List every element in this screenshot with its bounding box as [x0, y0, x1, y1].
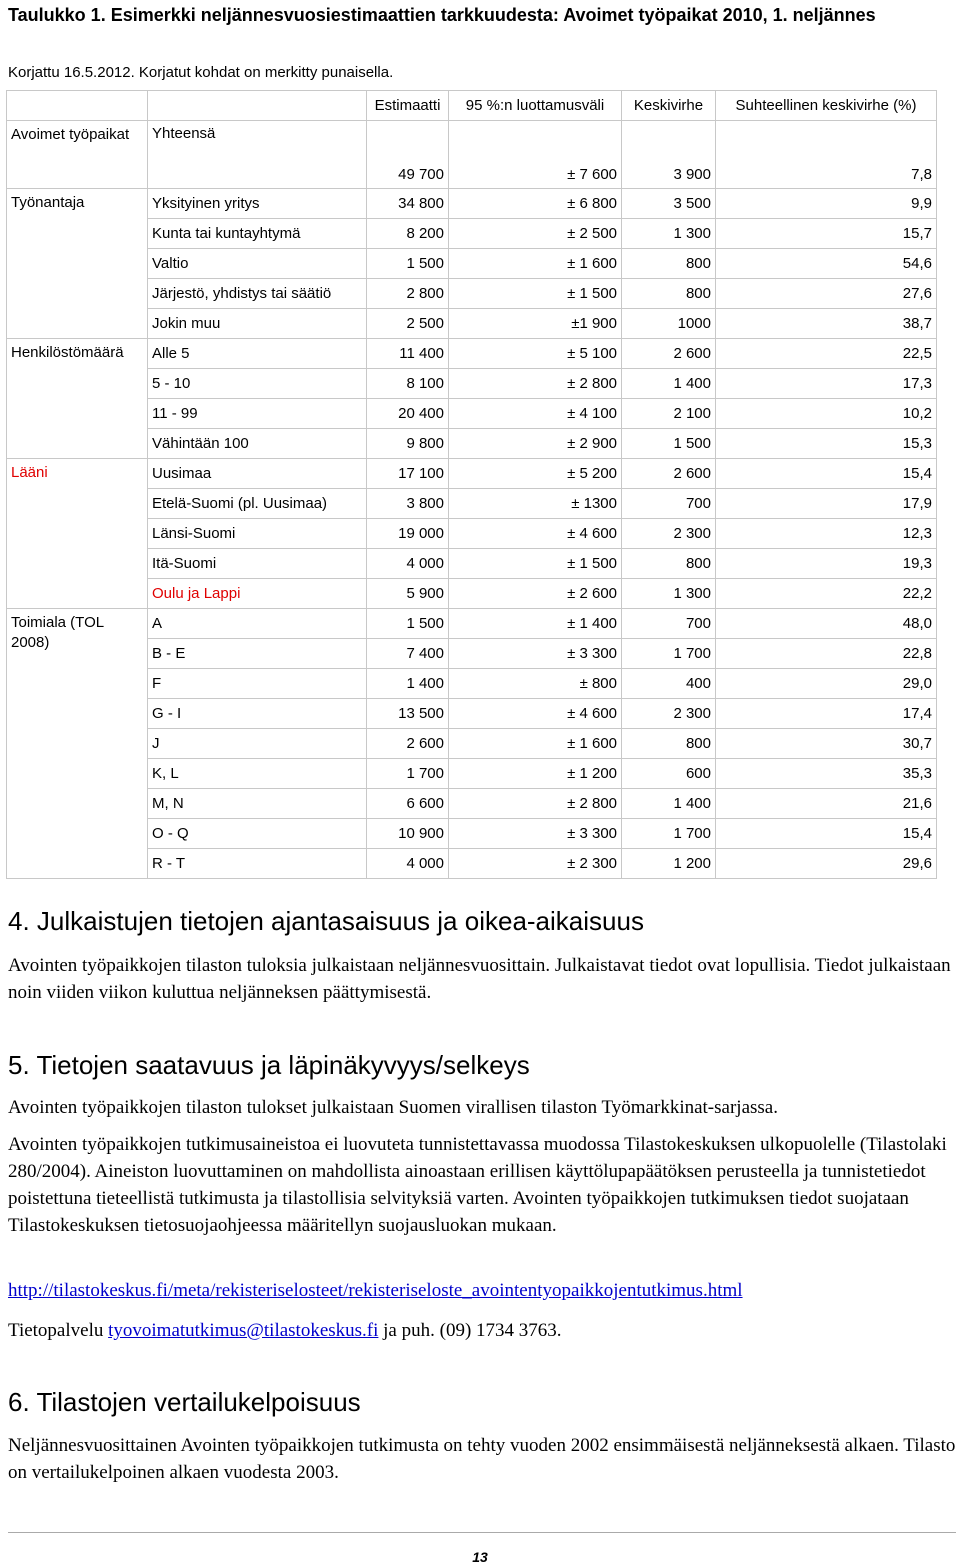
cell-se: 1 300 [622, 579, 716, 609]
cell-ci: ± 800 [449, 669, 622, 699]
section-number: 6. [8, 1387, 30, 1417]
cell-ci: ±1 900 [449, 309, 622, 339]
cell-ci: ± 6 800 [449, 189, 622, 219]
cell-estimate: 1 400 [367, 669, 449, 699]
cell-ci: ± 1 400 [449, 609, 622, 639]
info-service-suffix: ja puh. (09) 1734 3763. [378, 1320, 562, 1341]
info-service-prefix: Tietopalvelu [8, 1320, 109, 1341]
row-label: 5 - 10 [148, 369, 367, 399]
cell-se: 800 [622, 549, 716, 579]
cell-rse: 30,7 [716, 729, 937, 759]
cell-se: 1 700 [622, 639, 716, 669]
header-confidence-interval: 95 %:n luottamusväli [449, 91, 622, 121]
cell-se: 1 300 [622, 219, 716, 249]
register-link-line [8, 1277, 958, 1304]
group-label: Lääni [7, 459, 148, 609]
cell-rse: 38,7 [716, 309, 937, 339]
header-blank [7, 91, 148, 121]
section-number: 4. [8, 906, 30, 936]
cell-se: 1 400 [622, 369, 716, 399]
cell-se: 2 300 [622, 519, 716, 549]
cell-ci: ± 4 100 [449, 399, 622, 429]
cell-rse: 22,5 [716, 339, 937, 369]
cell-se: 700 [622, 489, 716, 519]
cell-rse: 48,0 [716, 609, 937, 639]
section-4-heading [8, 905, 644, 937]
cell-estimate: 1 700 [367, 759, 449, 789]
cell-estimate: 4 000 [367, 549, 449, 579]
cell-ci: ± 3 300 [449, 639, 622, 669]
cell-ci: ± 2 300 [449, 849, 622, 879]
cell-se: 700 [622, 609, 716, 639]
footer-divider [8, 1532, 956, 1533]
cell-rse: 9,9 [716, 189, 937, 219]
cell-ci: ± 1 500 [449, 549, 622, 579]
cell-rse: 15,3 [716, 429, 937, 459]
section-4-paragraph: Avointen työpaikkojen tilaston tuloksia julkaistaan neljännesvuosittain. Julkaistavat tiedot ovat lopullisia. Tiedot julkaistaan noin viiden viikon kuluttua neljänneksen päättymisestä. [8, 955, 951, 1003]
section-6-heading [8, 1386, 361, 1418]
row-label: Alle 5 [148, 339, 367, 369]
cell-se: 1 400 [622, 789, 716, 819]
cell-rse: 17,3 [716, 369, 937, 399]
cell-estimate: 10 900 [367, 819, 449, 849]
cell-ci: ± 2 800 [449, 789, 622, 819]
header-estimate: Estimaatti [367, 91, 449, 121]
cell-estimate: 6 600 [367, 789, 449, 819]
table-header-row [7, 91, 937, 121]
section-6-paragraph: Neljännesvuosittainen Avointen työpaikkojen tutkimusta on tehty vuoden 2002 ensimmäisestä neljänneksestä alkaen. Tilasto on vertailukelpoinen alkaen vuodesta 2003. [8, 1435, 956, 1483]
cell-rse: 15,7 [716, 219, 937, 249]
cell-se: 3 500 [622, 189, 716, 219]
cell-estimate: 8 200 [367, 219, 449, 249]
cell-estimate: 1 500 [367, 609, 449, 639]
row-label: J [148, 729, 367, 759]
cell-ci: ± 2 600 [449, 579, 622, 609]
cell-se: 1 700 [622, 819, 716, 849]
group-label: Henkilöstömäärä [7, 339, 148, 459]
cell-rse: 15,4 [716, 459, 937, 489]
cell-se: 2 100 [622, 399, 716, 429]
cell-ci: ± 4 600 [449, 519, 622, 549]
row-label: Jokin muu [148, 309, 367, 339]
cell-se: 2 300 [622, 699, 716, 729]
row-label: Kunta tai kuntayhtymä [148, 219, 367, 249]
cell-rse: 35,3 [716, 759, 937, 789]
group-label: Työnantaja [7, 189, 148, 339]
cell-rse: 27,6 [716, 279, 937, 309]
info-service-line [8, 1317, 958, 1344]
cell-se: 600 [622, 759, 716, 789]
cell-estimate: 19 000 [367, 519, 449, 549]
cell-estimate: 5 900 [367, 579, 449, 609]
header-standard-error: Keskivirhe [622, 91, 716, 121]
group-label: Toimiala (TOL 2008) [7, 609, 148, 879]
cell-estimate: 11 400 [367, 339, 449, 369]
row-label: 11 - 99 [148, 399, 367, 429]
row-label: Oulu ja Lappi [148, 579, 367, 609]
group-label: Avoimet työpaikat [7, 121, 148, 189]
cell-rse: 17,9 [716, 489, 937, 519]
cell-ci: ± 1300 [449, 489, 622, 519]
register-description-link[interactable]: http://tilastokeskus.fi/meta/rekisteriselosteet/rekisteriseloste_avointentyopaikkojentutkimus.html [8, 1280, 743, 1301]
cell-ci: ± 2 500 [449, 219, 622, 249]
cell-se: 800 [622, 729, 716, 759]
row-label: Yhteensä [148, 121, 367, 189]
cell-rse: 12,3 [716, 519, 937, 549]
cell-ci: ± 1 500 [449, 279, 622, 309]
cell-estimate: 20 400 [367, 399, 449, 429]
row-label: R - T [148, 849, 367, 879]
section-title: Julkaistujen tietojen ajantasaisuus ja oikea-aikaisuus [36, 906, 644, 936]
section-title: Tilastojen vertailukelpoisuus [36, 1387, 361, 1417]
cell-estimate: 1 500 [367, 249, 449, 279]
cell-estimate: 13 500 [367, 699, 449, 729]
row-label: A [148, 609, 367, 639]
header-relative-standard-error: Suhteellinen keskivirhe (%) [716, 91, 937, 121]
cell-rse: 22,2 [716, 579, 937, 609]
cell-rse: 10,2 [716, 399, 937, 429]
row-label: Länsi-Suomi [148, 519, 367, 549]
cell-ci: ± 1 600 [449, 249, 622, 279]
row-label: Etelä-Suomi (pl. Uusimaa) [148, 489, 367, 519]
cell-rse: 19,3 [716, 549, 937, 579]
cell-estimate: 4 000 [367, 849, 449, 879]
header-blank [148, 91, 367, 121]
cell-rse: 29,0 [716, 669, 937, 699]
cell-rse: 29,6 [716, 849, 937, 879]
row-label: G - I [148, 699, 367, 729]
correction-note: Korjattu 16.5.2012. Korjatut kohdat on merkitty punaisella. [8, 64, 394, 81]
row-label: F [148, 669, 367, 699]
cell-ci: ± 2 800 [449, 369, 622, 399]
cell-ci: ± 5 100 [449, 339, 622, 369]
section-title: Tietojen saatavuus ja läpinäkyvyys/selkeys [36, 1050, 530, 1080]
table-row [7, 339, 937, 369]
cell-rse: 17,4 [716, 699, 937, 729]
row-label: Valtio [148, 249, 367, 279]
cell-estimate: 3 800 [367, 489, 449, 519]
cell-estimate: 34 800 [367, 189, 449, 219]
cell-se: 2 600 [622, 459, 716, 489]
cell-rse: 21,6 [716, 789, 937, 819]
cell-estimate: 2 600 [367, 729, 449, 759]
cell-estimate: 7 400 [367, 639, 449, 669]
cell-se: 800 [622, 249, 716, 279]
row-label: O - Q [148, 819, 367, 849]
cell-estimate: 2 500 [367, 309, 449, 339]
row-label: M, N [148, 789, 367, 819]
cell-rse: 7,8 [716, 121, 937, 189]
table-row [7, 609, 937, 639]
row-label: Uusimaa [148, 459, 367, 489]
cell-se: 1000 [622, 309, 716, 339]
cell-se: 1 500 [622, 429, 716, 459]
table-row [7, 189, 937, 219]
section-5-paragraph-2: Avointen työpaikkojen tutkimusaineistoa ei luovuteta tunnistettavassa muodossa Tilastokeskuksen ulkopuolelle (Tilastolaki 280/2004). Aineiston luovuttaminen on mahdollista ainoastaan erillisen käyttölupapäätöksen perusteella ja tunnistetiedot poistettuna tieteellistä tutkimusta ja tilastollisia selvityksiä varten. Avointen työpaikkojen tutkimuksen tiedot suojataan Tilastokeskuksen tietosuojaohjeessa määritellyn suojausluokan mukaan. [8, 1134, 947, 1236]
cell-estimate: 9 800 [367, 429, 449, 459]
page-number: 13 [472, 1549, 488, 1565]
cell-se: 1 200 [622, 849, 716, 879]
cell-estimate: 2 800 [367, 279, 449, 309]
section-5-heading [8, 1049, 530, 1081]
row-label: K, L [148, 759, 367, 789]
row-label: Yksityinen yritys [148, 189, 367, 219]
table-title: Taulukko 1. Esimerkki neljännesvuosiestimaattien tarkkuudesta: Avoimet työpaikat 2010, 1. neljännes [8, 5, 876, 25]
cell-se: 400 [622, 669, 716, 699]
section-number: 5. [8, 1050, 30, 1080]
cell-se: 2 600 [622, 339, 716, 369]
cell-ci: ± 1 600 [449, 729, 622, 759]
row-label: B - E [148, 639, 367, 669]
cell-ci: ± 1 200 [449, 759, 622, 789]
cell-rse: 22,8 [716, 639, 937, 669]
cell-ci: ± 3 300 [449, 819, 622, 849]
estimates-table [6, 90, 937, 879]
section-5-paragraph-1: Avointen työpaikkojen tilaston tulokset julkaistaan Suomen virallisen tilaston Työmarkkinat-sarjassa. [8, 1097, 778, 1118]
cell-ci: ± 7 600 [449, 121, 622, 189]
cell-ci: ± 4 600 [449, 699, 622, 729]
table-row [7, 121, 937, 189]
cell-rse: 54,6 [716, 249, 937, 279]
cell-se: 3 900 [622, 121, 716, 189]
cell-estimate: 17 100 [367, 459, 449, 489]
row-label: Järjestö, yhdistys tai säätiö [148, 279, 367, 309]
cell-se: 800 [622, 279, 716, 309]
table-row [7, 459, 937, 489]
cell-ci: ± 5 200 [449, 459, 622, 489]
cell-rse: 15,4 [716, 819, 937, 849]
row-label: Itä-Suomi [148, 549, 367, 579]
email-link[interactable]: tyovoimatutkimus@tilastokeskus.fi [108, 1320, 379, 1341]
row-label: Vähintään 100 [148, 429, 367, 459]
cell-estimate: 49 700 [367, 121, 449, 189]
cell-ci: ± 2 900 [449, 429, 622, 459]
cell-estimate: 8 100 [367, 369, 449, 399]
